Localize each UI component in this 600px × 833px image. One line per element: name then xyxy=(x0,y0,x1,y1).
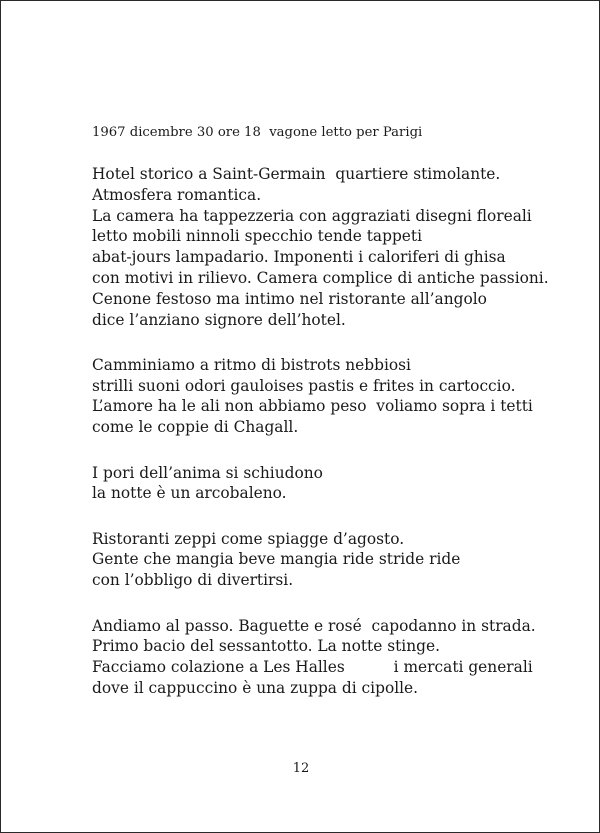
poem-line: Facciamo colazione a Les Halles i mercati generali xyxy=(92,658,533,677)
poem-line: Camminiamo a ritmo di bistrots nebbiosi xyxy=(92,355,411,374)
poem-line: abat-jours lampadario. Imponenti i caloriferi di ghisa xyxy=(92,248,506,267)
stanza xyxy=(92,164,572,330)
poem-line: letto mobili ninnoli specchio tende tappeti xyxy=(92,227,423,246)
page-number: 12 xyxy=(292,761,310,776)
poem-line: L’amore ha le ali non abbiamo peso voliamo sopra i tetti xyxy=(92,397,533,416)
stanza xyxy=(92,529,572,591)
poem-line: con l’obbligo di divertirsi. xyxy=(92,571,294,590)
poem-line: Hotel storico a Saint-Germain quartiere stimolante. xyxy=(92,165,501,183)
dateline: 1967 dicembre 30 ore 18 vagone letto per Parigi xyxy=(92,125,423,140)
stanza xyxy=(92,463,572,505)
stanza xyxy=(92,355,572,438)
poem-line: La camera ha tappezzeria con aggraziati disegni floreali xyxy=(92,206,532,225)
poem-line: la notte è un arcobaleno. xyxy=(92,484,287,503)
poem-line: come le coppie di Chagall. xyxy=(92,418,299,437)
poem-line: dice l’anziano signore dell’hotel. xyxy=(92,310,346,329)
poem-line: Cenone festoso ma intimo nel ristorante all’angolo xyxy=(92,289,487,308)
poem-line: Andiamo al passo. Baguette e rosé capodanno in strada. xyxy=(92,616,536,635)
poem-line: I pori dell’anima si schiudono xyxy=(92,463,323,482)
poem-line: con motivi in rilievo. Camera complice di antiche passioni. xyxy=(92,268,549,287)
poem-line: Primo bacio del sessantotto. La notte stinge. xyxy=(92,637,440,656)
stanza xyxy=(92,616,572,699)
poem-line: Gente che mangia beve mangia ride stride ride xyxy=(92,550,461,569)
poem-line: strilli suoni odori gauloises pastis e frites in cartoccio. xyxy=(92,376,516,395)
poem-line: dove il cappuccino è una zuppa di cipolle. xyxy=(92,678,419,697)
poem-line: Atmosfera romantica. xyxy=(92,185,262,204)
poem-line: Ristoranti zeppi come spiagge d’agosto. xyxy=(92,529,405,548)
poem xyxy=(92,164,572,723)
